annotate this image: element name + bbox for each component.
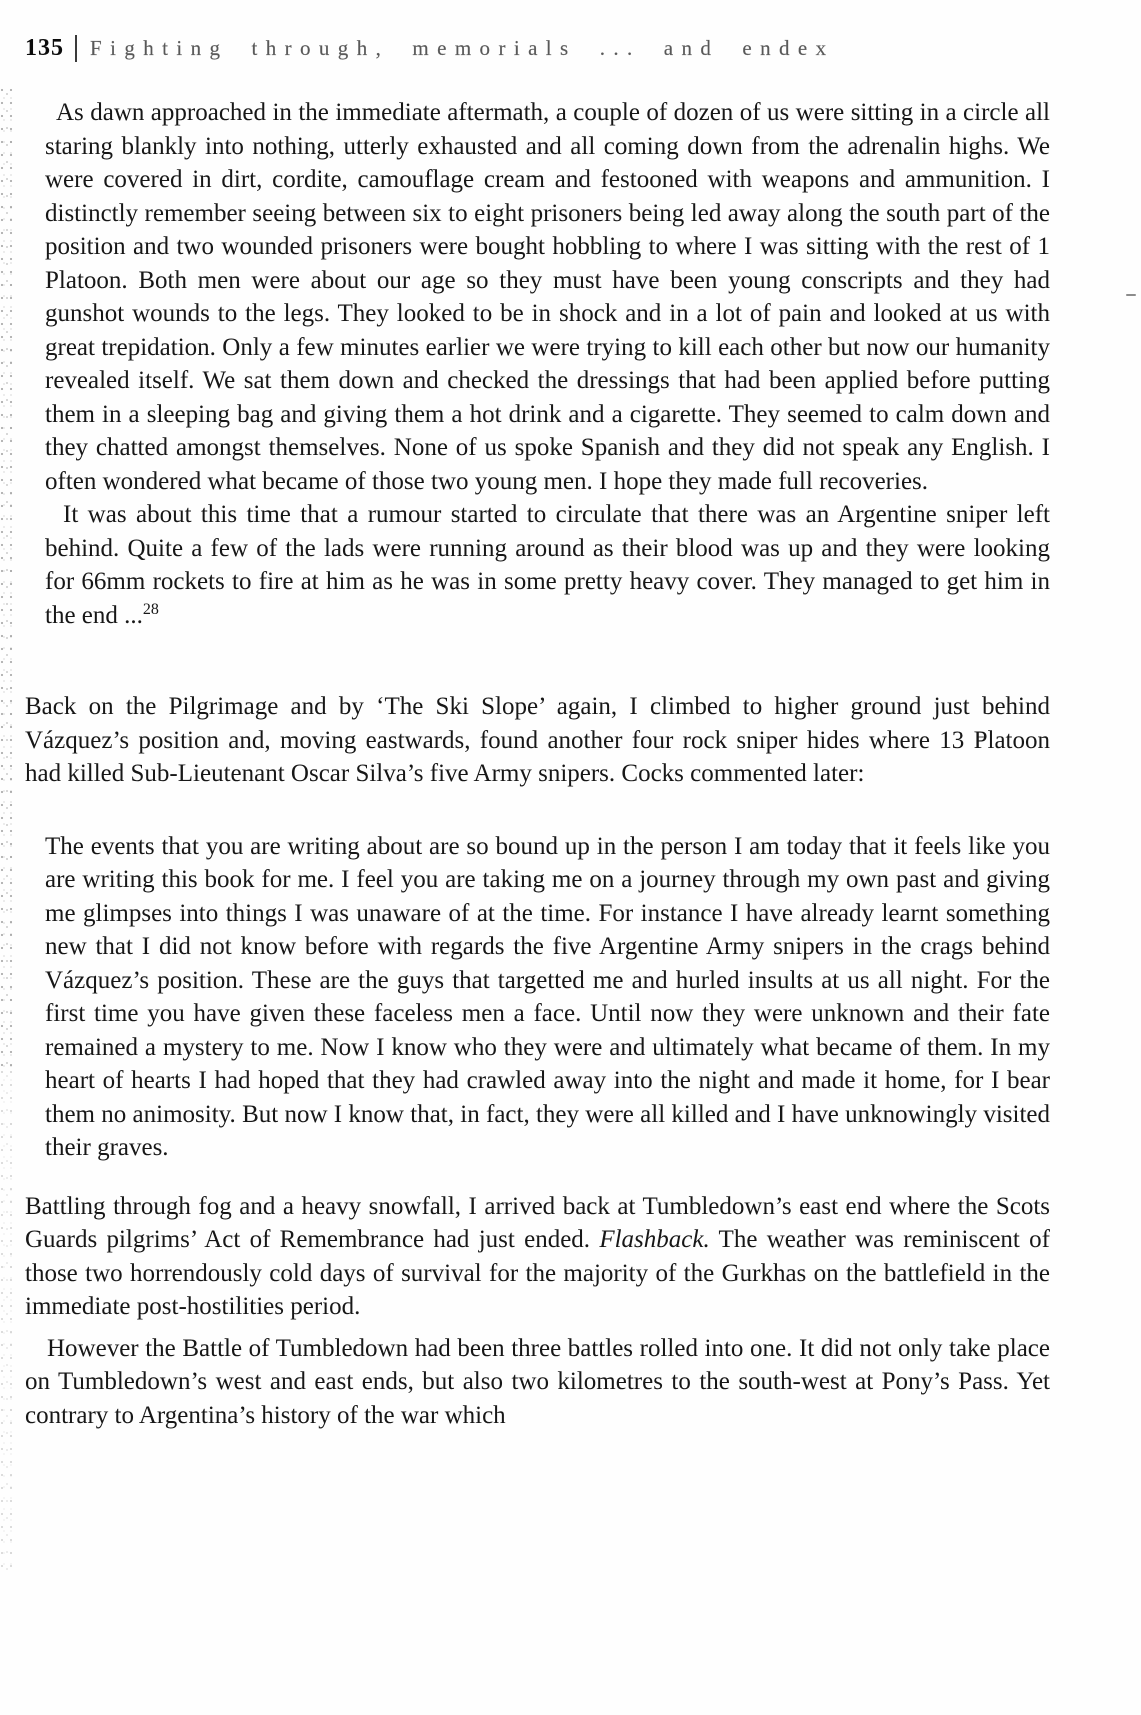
quote-paragraph: As dawn approached in the immediate aftermath, a couple of dozen of us were sitting in a circle all staring blankly into nothing, utterly exhausted and all coming down from the adrenalin highs. We were covered in dirt, cordite, camouflage cream and festooned with weapons and ammunition. I distinctly remember seeing between six to eight prisoners being led away along the south part of the position and two wounded prisoners were bought hobbling to where I was sitting with the rest of 1 Platoon. Both men were about our age so they must have been young conscripts and they had gunshot wounds to the legs. They looked to be in shock and in a lot of pain and looked at us with great trepidation. Only a few minutes earlier we were trying to kill each other but now our humanity revealed itself. We sat them down and checked the dressings that had been applied before putting them in a sleeping bag and giving them a hot drink and a cigarette. They seemed to calm down and they chatted amongst themselves. None of us spoke Spanish and they did not speak any English. I often wondered what became of those two young men. I hope they made full recoveries.	[45, 99, 1050, 495]
page-content	[25, 0, 1050, 1432]
scan-edge-noise	[0, 88, 13, 1068]
body-paragraph-pilgrimage: Back on the Pilgrimage and by ‘The Ski Slope’ again, I climbed to higher ground just behind Vázquez’s position and, moving eastwards, found another four rock sniper hides where 13 Platoon had killed Sub-Lieutenant Oscar Silva’s five Army snipers. Cocks commented later:	[25, 693, 1050, 787]
body-paragraph-battling	[25, 1190, 1050, 1324]
body-paragraph-however: However the Battle of Tumbledown had been three battles rolled into one. It did not only take place on Tumbledown’s west and east ends, but also two kilometres to the south-west at Pony’s Pass. Yet contrary to Argentina’s history of the war which	[25, 1334, 1050, 1429]
page-header	[25, 32, 1050, 64]
running-head: Fighting through, memorials ... and endex	[90, 35, 835, 60]
header-divider	[75, 35, 77, 62]
quote-paragraph	[45, 498, 1050, 632]
scan-artifact-dash	[1126, 294, 1136, 296]
flashback-italic: Flashback.	[599, 1226, 710, 1253]
quote-paragraph: The events that you are writing about are so bound up in the person I am today that it feels like you are writing this book for me. I feel you are taking me on a journey through my own past and giving me glimpses into things I was unaware of at the time. For instance I have already learnt something new that I did not know before with regards the five Argentine Army snipers in the crags behind Vázquez’s position. These are the guys that targetted me and hurled insults at us all night. For the first time you have given these faceless men a face. Until now they were unknown and their fate remained a mystery to me. Now I know who they were and ultimately what became of them. In my heart of hearts I had hoped that they had crawled away into the night and made it home, for I bear them no animosity. But now I know that, in fact, they were all killed and I have unknowingly visited their graves.	[45, 832, 1050, 1161]
body-text: Battling through fog and a heavy snowfall, I arrived back at Tumbledown’s east end where the Scots Guards pilgrims’ Act of Remembrance had just ended.	[25, 1192, 1050, 1253]
quote-text: It was about this time that a rumour started to circulate that there was an Argentine sniper left behind. Quite a few of the lads were running around as their blood was up and they were looking for 66mm rockets to fire at him as he was in some pretty heavy cover. They managed to get him in the end ...	[45, 501, 1050, 629]
block-quote-cocks	[45, 830, 1050, 1165]
block-quote-aftermath	[45, 96, 1050, 632]
page-number: 135	[25, 34, 64, 61]
footnote-marker: 28	[142, 600, 159, 618]
scan-edge-noise-lower	[0, 1070, 13, 1570]
body-text: The weather was reminiscent of those two horrendously cold days of survival for the majority of the Gurkhas on the battlefield in the immediate post-hostilities period.	[25, 1226, 1050, 1320]
